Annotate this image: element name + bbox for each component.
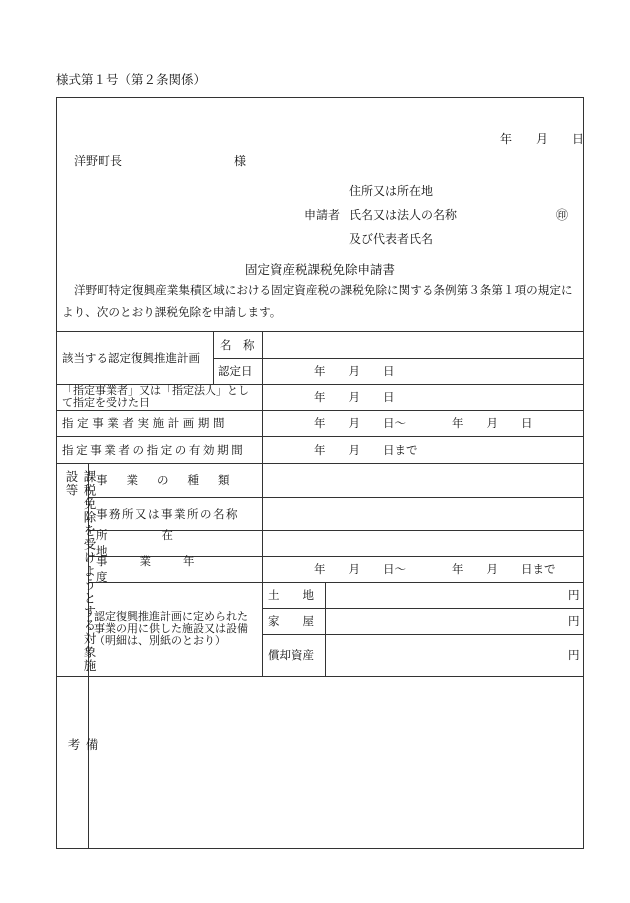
implementation-label: 指定事業者実施計画期間: [62, 416, 229, 430]
business-year-value: 年 月 日～ 年 月 日まで: [314, 562, 556, 576]
facilities-label-1: 認定復興推進計画に定められた: [94, 610, 248, 623]
seal-mark: ㊞: [556, 208, 569, 222]
plan-label: 該当する認定復興推進計画: [62, 350, 200, 365]
form-number: 様式第１号（第２条関係）: [56, 72, 207, 87]
business-year-label: 事業年度: [96, 554, 227, 584]
plan-name-label: 名 称: [220, 337, 255, 352]
designation-label-2: て指定を受けた日: [62, 396, 150, 409]
designation-value: 年 月 日: [314, 390, 395, 404]
address-label: 住所又は所在地: [349, 184, 434, 198]
business-type-label: 事業の種類: [96, 473, 249, 487]
building-yen: 円: [568, 614, 580, 628]
implementation-value: 年 月 日～ 年 月 日: [314, 416, 533, 430]
land-yen: 円: [568, 588, 580, 602]
validity-label: 指定事業者の指定の有効期間: [62, 442, 246, 457]
depreciable-yen: 円: [568, 648, 580, 662]
date-line: 年 月 日: [500, 132, 585, 146]
honorific: 様: [234, 154, 247, 168]
building-label: 家 屋: [268, 614, 314, 628]
document-title: 固定資産税課税免除申請書: [245, 262, 396, 277]
land-label: 土 地: [268, 588, 314, 602]
representative-label: 及び代表者氏名: [349, 232, 434, 246]
addressee: 洋野町長: [74, 154, 123, 168]
validity-value: 年 月 日まで: [314, 442, 418, 457]
body-text-line-2: より、次のとおり課税免除を申請します。: [62, 305, 282, 319]
depreciable-label: 償却資産: [268, 648, 314, 662]
body-text-line-1: 洋野町特定復興産業集積区域における固定資産税の課税免除に関する条例第３条第１項の規定に: [74, 283, 573, 297]
plan-date-label: 認定日: [218, 364, 253, 378]
facilities-label-3: （明細は、別紙のとおり）: [94, 634, 226, 647]
location-label: 所在地: [96, 528, 227, 558]
applicant-label: 申請者: [304, 208, 341, 222]
plan-date-value: 年 月 日: [314, 364, 395, 378]
designation-label-1: 「指定事業者」又は「指定法人」とし: [62, 384, 249, 397]
facility-side-label: 課税免除を受けようとする対象施設等: [64, 470, 97, 673]
office-name-label: 事務所又は事業所の名称: [96, 506, 239, 521]
name-label: 氏名又は法人の名称: [349, 208, 458, 222]
remarks-label: 備 考: [66, 738, 99, 787]
facilities-label-2: 事業の用に供した施設又は設備: [94, 622, 248, 635]
